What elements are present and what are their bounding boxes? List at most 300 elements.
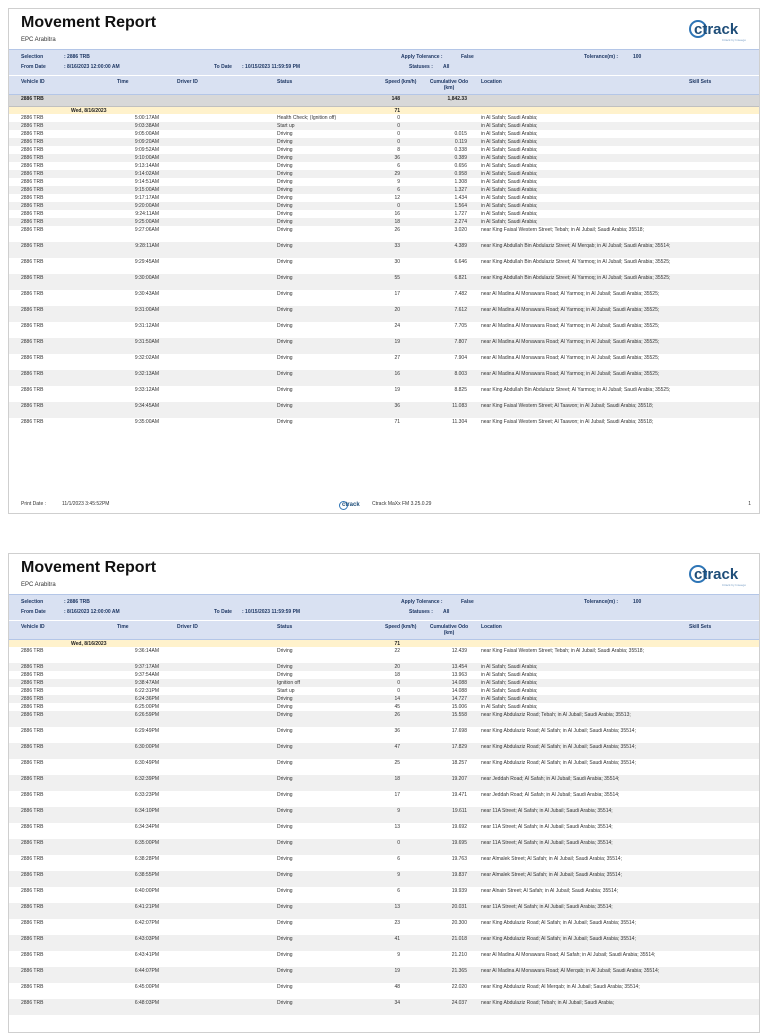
status-cell: Driving xyxy=(277,163,293,169)
odo-cell: 7.904 xyxy=(454,355,467,361)
col-driver-id: Driver ID xyxy=(177,624,198,630)
status-cell: Driving xyxy=(277,904,293,910)
statuses-label: Statuses : xyxy=(409,609,433,615)
time-cell: 9:15:00AM xyxy=(134,187,159,193)
speed-cell: 16 xyxy=(394,371,400,377)
speed-cell: 27 xyxy=(394,355,400,361)
location-cell: in Al Safah; Saudi Arabia; xyxy=(481,123,538,129)
time-cell: 9:30:43AM xyxy=(134,291,159,297)
odo-cell: 0.958 xyxy=(454,171,467,177)
location-cell: in Al Safah; Saudi Arabia; xyxy=(481,195,538,201)
time-cell: 6:26:59PM xyxy=(134,712,159,718)
time-cell: 9:30:00AM xyxy=(134,275,159,281)
apply-tolerance-label: Apply Tolerance : xyxy=(401,599,443,605)
col-cumulative-odo: Cumulative Odo (km) xyxy=(429,79,469,91)
vehicle-id-cell: 2886 TRB xyxy=(21,696,44,702)
date-group-speed: 71 xyxy=(394,641,400,647)
status-cell: Driving xyxy=(277,187,293,193)
odo-cell: 19.695 xyxy=(451,840,467,846)
page-footer: Print Date : 11/1/2023 3:45:52PM ctrack Ctrack MaXx FM 3.25.0.29 1 xyxy=(21,501,751,508)
table-row xyxy=(9,114,759,122)
odo-cell: 14.727 xyxy=(451,696,467,702)
column-headers xyxy=(9,620,759,640)
speed-cell: 18 xyxy=(394,776,400,782)
status-cell: Driving xyxy=(277,936,293,942)
vehicle-id-cell: 2886 TRB xyxy=(21,219,44,225)
vehicle-id-cell: 2886 TRB xyxy=(21,291,44,297)
table-row xyxy=(9,146,759,154)
product-version: Ctrack MaXx FM 3.25.0.29 xyxy=(372,501,432,507)
vehicle-id-cell: 2886 TRB xyxy=(21,371,44,377)
odo-cell: 0.338 xyxy=(454,147,467,153)
speed-cell: 6 xyxy=(397,163,400,169)
odo-cell: 7.612 xyxy=(454,307,467,313)
time-cell: 9:24:11AM xyxy=(135,211,159,217)
vehicle-id-cell: 2886 TRB xyxy=(21,139,44,145)
status-cell: Driving xyxy=(277,672,293,678)
location-cell: near Al Madina Al Monawara Road; Al Merqab; in Al Jubail; Saudi Arabia; 35514; xyxy=(481,968,660,974)
status-cell: Driving xyxy=(277,920,293,926)
tolerance-label: Tolerance(m) : xyxy=(584,54,619,60)
speed-cell: 19 xyxy=(394,339,400,345)
table-row xyxy=(9,386,759,402)
speed-cell: 48 xyxy=(394,984,400,990)
speed-cell: 41 xyxy=(394,936,400,942)
odo-cell: 11.304 xyxy=(452,419,467,425)
location-cell: near King Abdullah Bin Abdulaziz Street; Al Yarmoq; in Al Jubail; Saudi Arabia; 35525; xyxy=(481,275,671,281)
speed-cell: 24 xyxy=(394,323,400,329)
table-row xyxy=(9,210,759,218)
report-parameters xyxy=(9,49,759,75)
col-status: Status xyxy=(277,79,293,85)
time-cell: 6:33:23PM xyxy=(134,792,159,798)
speed-cell: 30 xyxy=(394,259,400,265)
status-cell: Driving xyxy=(277,840,293,846)
odo-cell: 15.558 xyxy=(451,712,467,718)
status-cell: Driving xyxy=(277,155,293,161)
report-header xyxy=(9,9,759,49)
location-cell: near King Abdulaziz Road; Al Safah; in Al Jubail; Saudi Arabia; 35514; xyxy=(481,920,636,926)
time-cell: 9:13:14AM xyxy=(134,163,159,169)
odo-cell: 8.825 xyxy=(454,387,467,393)
status-cell: Driving xyxy=(277,403,293,409)
odo-cell: 3.020 xyxy=(454,227,467,233)
speed-cell: 36 xyxy=(394,155,400,161)
vehicle-id-cell: 2886 TRB xyxy=(21,1000,44,1006)
status-cell: Driving xyxy=(277,808,293,814)
vehicle-id-cell: 2886 TRB xyxy=(21,339,44,345)
from-date-label: From Date xyxy=(21,64,46,70)
location-cell: near 11A Street; Al Safah; in Al Jubail; Saudi Arabia; 35514; xyxy=(481,824,613,830)
table-row xyxy=(9,242,759,258)
vehicle-id-cell: 2886 TRB xyxy=(21,387,44,393)
speed-cell: 0 xyxy=(397,688,400,694)
location-cell: near King Abdulaziz Road; Tebah; in Al Jubail; Saudi Arabia; xyxy=(481,1000,615,1006)
vehicle-id-cell: 2886 TRB xyxy=(21,187,44,193)
odo-cell: 12.439 xyxy=(451,648,467,654)
table-row xyxy=(9,983,759,999)
odo-cell: 19.692 xyxy=(451,824,467,830)
status-cell: Driving xyxy=(277,419,293,425)
status-cell: Driving xyxy=(277,147,293,153)
table-row xyxy=(9,903,759,919)
speed-cell: 0 xyxy=(397,131,400,137)
status-cell: Driving xyxy=(277,696,293,702)
col-skill-sets: Skill Sets xyxy=(689,79,712,85)
table-row xyxy=(9,727,759,743)
location-cell: near King Abdulaziz Road; Al Merqab; in Al Jubail; Saudi Arabia; 35514; xyxy=(481,984,640,990)
speed-cell: 25 xyxy=(394,760,400,766)
table-row xyxy=(9,218,759,226)
report-title: Movement Report xyxy=(21,559,157,576)
odo-cell: 19.837 xyxy=(451,872,467,878)
from-date-label: From Date xyxy=(21,609,46,615)
report-title: Movement Report xyxy=(21,14,157,31)
location-cell: near 11A Street; Al Safah; in Al Jubail; Saudi Arabia; 35514; xyxy=(481,840,613,846)
status-cell: Driving xyxy=(277,648,293,654)
status-cell: Driving xyxy=(277,704,293,710)
tolerance-label: Tolerance(m) : xyxy=(584,599,619,605)
location-cell: in Al Safah; Saudi Arabia; xyxy=(481,704,538,710)
time-cell: 9:33:12AM xyxy=(134,387,159,393)
odo-cell: 6.646 xyxy=(454,259,467,265)
vehicle-id-cell: 2886 TRB xyxy=(21,664,44,670)
time-cell: 9:37:17AM xyxy=(134,664,159,670)
speed-cell: 18 xyxy=(394,219,400,225)
speed-cell: 55 xyxy=(394,275,400,281)
vehicle-id-cell: 2886 TRB xyxy=(21,792,44,798)
table-row xyxy=(9,791,759,807)
time-cell: 9:27:06AM xyxy=(134,227,159,233)
status-cell: Driving xyxy=(277,179,293,185)
col-vehicle-id: Vehicle ID xyxy=(21,79,45,85)
vehicle-id-cell: 2886 TRB xyxy=(21,147,44,153)
speed-cell: 36 xyxy=(394,403,400,409)
vehicle-id-cell: 2886 TRB xyxy=(21,680,44,686)
speed-cell: 23 xyxy=(394,920,400,926)
table-row xyxy=(9,743,759,759)
location-cell: in Al Safah; Saudi Arabia; xyxy=(481,696,538,702)
table-row xyxy=(9,679,759,687)
status-cell: Driving xyxy=(277,872,293,878)
statuses-label: Statuses : xyxy=(409,64,433,70)
table-row xyxy=(9,647,759,663)
table-row xyxy=(9,418,759,434)
table-row xyxy=(9,711,759,727)
table-row xyxy=(9,663,759,671)
vehicle-id-cell: 2886 TRB xyxy=(21,688,44,694)
table-row xyxy=(9,186,759,194)
odo-cell: 1.308 xyxy=(454,179,467,185)
speed-cell: 0 xyxy=(397,840,400,846)
odo-cell: 19.207 xyxy=(451,776,467,782)
speed-cell: 22 xyxy=(394,648,400,654)
status-cell: Driving xyxy=(277,952,293,958)
location-cell: in Al Safah; Saudi Arabia; xyxy=(481,163,538,169)
time-cell: 9:34:45AM xyxy=(134,403,159,409)
table-row xyxy=(9,170,759,178)
odo-cell: 7.807 xyxy=(454,339,467,345)
time-cell: 6:43:41PM xyxy=(134,952,159,958)
vehicle-id-cell: 2886 TRB xyxy=(21,744,44,750)
time-cell: 9:17:17AM xyxy=(134,195,159,201)
speed-cell: 6 xyxy=(397,187,400,193)
odo-cell: 1.727 xyxy=(454,211,467,217)
table-row xyxy=(9,807,759,823)
time-cell: 6:45:00PM xyxy=(134,984,159,990)
status-cell: Driving xyxy=(277,1000,293,1006)
ctrack-logo-icon: ctrack Ctrack by Inseego xyxy=(689,19,747,41)
time-cell: 9:09:52AM xyxy=(134,147,159,153)
time-cell: 9:10:00AM xyxy=(134,155,159,161)
status-cell: Driving xyxy=(277,355,293,361)
summary-odo: 1,842.33 xyxy=(447,96,467,102)
col-cumulative-odo: Cumulative Odo (km) xyxy=(429,624,469,636)
table-row xyxy=(9,194,759,202)
table-row xyxy=(9,967,759,983)
time-cell: 6:22:31PM xyxy=(134,688,159,694)
summary-speed: 148 xyxy=(391,96,400,102)
time-cell: 6:40:00PM xyxy=(134,888,159,894)
date-group-row xyxy=(9,640,759,647)
table-row xyxy=(9,322,759,338)
odo-cell: 19.939 xyxy=(451,888,467,894)
movement-table-body xyxy=(9,114,759,434)
time-cell: 9:32:02AM xyxy=(134,355,159,361)
vehicle-id-cell: 2886 TRB xyxy=(21,840,44,846)
vehicle-id-cell: 2886 TRB xyxy=(21,872,44,878)
vehicle-id-cell: 2886 TRB xyxy=(21,275,44,281)
speed-cell: 19 xyxy=(394,968,400,974)
odo-cell: 18.257 xyxy=(451,760,467,766)
status-cell: Driving xyxy=(277,323,293,329)
speed-cell: 0 xyxy=(397,115,400,121)
apply-tolerance-value: False xyxy=(461,599,474,605)
location-cell: near Almalek Street; Al Safah; in Al Jubail; Saudi Arabia; 35514; xyxy=(481,856,622,862)
vehicle-id-cell: 2886 TRB xyxy=(21,323,44,329)
table-row xyxy=(9,887,759,903)
location-cell: near King Abdullah Bin Abdulaziz Street; Al Yarmoq; in Al Jubail; Saudi Arabia; 35525; xyxy=(481,387,671,393)
col-location: Location xyxy=(481,79,502,85)
status-cell: Driving xyxy=(277,139,293,145)
col-speed: Speed (km/h) xyxy=(385,624,417,630)
odo-cell: 22.020 xyxy=(451,984,467,990)
time-cell: 9:14:51AM xyxy=(134,179,159,185)
apply-tolerance-value: False xyxy=(461,54,474,60)
report-parameters xyxy=(9,594,759,620)
table-row xyxy=(9,402,759,418)
time-cell: 9:09:20AM xyxy=(134,139,159,145)
table-row xyxy=(9,130,759,138)
status-cell: Driving xyxy=(277,307,293,313)
time-cell: 6:24:36PM xyxy=(134,696,159,702)
odo-cell: 1.434 xyxy=(454,195,467,201)
date-group-row xyxy=(9,107,759,114)
time-cell: 9:14:02AM xyxy=(134,171,159,177)
statuses-value: All xyxy=(443,609,450,615)
time-cell: 9:20:00AM xyxy=(134,203,159,209)
vehicle-id-cell: 2886 TRB xyxy=(21,968,44,974)
speed-cell: 9 xyxy=(397,179,400,185)
odo-cell: 20.300 xyxy=(451,920,467,926)
vehicle-id-cell: 2886 TRB xyxy=(21,179,44,185)
speed-cell: 6 xyxy=(397,888,400,894)
status-cell: Start up xyxy=(277,688,295,694)
location-cell: near Al Madina Al Monawara Road; Al Yarmoq; in Al Jubail; Saudi Arabia; 35525; xyxy=(481,355,660,361)
speed-cell: 26 xyxy=(394,227,400,233)
status-cell: Driving xyxy=(277,712,293,718)
location-cell: near Almalek Street; Al Safah; in Al Jubail; Saudi Arabia; 35514; xyxy=(481,872,622,878)
tolerance-value: 100 xyxy=(633,599,642,605)
apply-tolerance-label: Apply Tolerance : xyxy=(401,54,443,60)
status-cell: Driving xyxy=(277,371,293,377)
speed-cell: 0 xyxy=(397,203,400,209)
status-cell: Driving xyxy=(277,728,293,734)
vehicle-id-cell: 2886 TRB xyxy=(21,155,44,161)
location-cell: near King Faisal Western Street; Tebah; in Al Jubail; Saudi Arabia; 35518; xyxy=(481,648,644,654)
company-name: EPC Arabitra xyxy=(21,582,56,588)
odo-cell: 11.083 xyxy=(452,403,467,409)
odo-cell: 4.389 xyxy=(454,243,467,249)
vehicle-id-cell: 2886 TRB xyxy=(21,904,44,910)
vehicle-id-cell: 2886 TRB xyxy=(21,728,44,734)
vehicle-id-cell: 2886 TRB xyxy=(21,760,44,766)
time-cell: 9:03:38AM xyxy=(134,123,159,129)
table-row xyxy=(9,839,759,855)
time-cell: 9:38:47AM xyxy=(134,680,159,686)
odo-cell: 19.471 xyxy=(451,792,467,798)
status-cell: Driving xyxy=(277,387,293,393)
status-cell: Driving xyxy=(277,776,293,782)
vehicle-id-cell: 2886 TRB xyxy=(21,203,44,209)
odo-cell: 0.656 xyxy=(454,163,467,169)
location-cell: near King Faisal Western Street; Al Taawon; in Al Jubail; Saudi Arabia; 35518; xyxy=(481,419,654,425)
location-cell: in Al Safah; Saudi Arabia; xyxy=(481,688,538,694)
time-cell: 6:34:34PM xyxy=(134,824,159,830)
time-cell: 6:30:49PM xyxy=(134,760,159,766)
status-cell: Driving xyxy=(277,243,293,249)
table-row xyxy=(9,290,759,306)
location-cell: near Jeddah Road; Al Safah; in Al Jubail; Saudi Arabia; 35514; xyxy=(481,776,620,782)
location-cell: in Al Safah; Saudi Arabia; xyxy=(481,211,538,217)
vehicle-id-cell: 2886 TRB xyxy=(21,307,44,313)
odo-cell: 6.821 xyxy=(454,275,467,281)
speed-cell: 0 xyxy=(397,123,400,129)
odo-cell: 0.119 xyxy=(454,139,467,145)
col-vehicle-id: Vehicle ID xyxy=(21,624,45,630)
speed-cell: 13 xyxy=(394,904,400,910)
time-cell: 6:38:28PM xyxy=(134,856,159,862)
speed-cell: 6 xyxy=(397,856,400,862)
speed-cell: 8 xyxy=(397,147,400,153)
time-cell: 9:05:00AM xyxy=(134,131,159,137)
selection-value: : 2886 TRB xyxy=(64,599,90,605)
time-cell: 6:35:00PM xyxy=(134,840,159,846)
status-cell: Ignition off xyxy=(277,680,300,686)
status-cell: Driving xyxy=(277,792,293,798)
status-cell: Driving xyxy=(277,824,293,830)
status-cell: Driving xyxy=(277,968,293,974)
status-cell: Driving xyxy=(277,984,293,990)
vehicle-id-cell: 2886 TRB xyxy=(21,672,44,678)
table-row xyxy=(9,775,759,791)
col-driver-id: Driver ID xyxy=(177,79,198,85)
print-date-label: Print Date : xyxy=(21,501,47,507)
from-date-value: : 8/16/2023 12:00:00 AM xyxy=(64,609,120,615)
print-date-value: 11/1/2023 3:45:52PM xyxy=(62,501,110,507)
vehicle-id-cell: 2886 TRB xyxy=(21,227,44,233)
status-cell: Start up xyxy=(277,123,295,129)
report-page-2 xyxy=(8,553,760,1033)
odo-cell: 14.088 xyxy=(451,680,467,686)
location-cell: near King Faisal Western Street; Al Taawon; in Al Jubail; Saudi Arabia; 35518; xyxy=(481,403,654,409)
company-name: EPC Arabitra xyxy=(21,37,56,43)
to-date-value: : 10/15/2023 11:59:59 PM xyxy=(242,609,301,615)
status-cell: Driving xyxy=(277,131,293,137)
to-date-label: To Date xyxy=(214,64,232,70)
vehicle-id-cell: 2886 TRB xyxy=(21,355,44,361)
location-cell: near Al Madina Al Monawara Road; Al Safah; in Al Jubail; Saudi Arabia; 35514; xyxy=(481,952,656,958)
speed-cell: 9 xyxy=(397,952,400,958)
selection-label: Selection xyxy=(21,599,44,605)
time-cell: 6:48:03PM xyxy=(134,1000,159,1006)
location-cell: near Al Madina Al Monawara Road; Al Yarmoq; in Al Jubail; Saudi Arabia; 35525; xyxy=(481,339,660,345)
odo-cell: 7.482 xyxy=(454,291,467,297)
table-row xyxy=(9,823,759,839)
status-cell: Driving xyxy=(277,664,293,670)
table-row xyxy=(9,202,759,210)
col-time: Time xyxy=(117,624,129,630)
to-date-value: : 10/15/2023 11:59:59 PM xyxy=(242,64,301,70)
status-cell: Driving xyxy=(277,203,293,209)
speed-cell: 18 xyxy=(394,672,400,678)
status-cell: Driving xyxy=(277,744,293,750)
table-row xyxy=(9,370,759,386)
location-cell: in Al Safah; Saudi Arabia; xyxy=(481,672,538,678)
time-cell: 5:00:17AM xyxy=(134,115,159,121)
speed-cell: 0 xyxy=(397,139,400,145)
location-cell: in Al Safah; Saudi Arabia; xyxy=(481,131,538,137)
odo-cell: 2.274 xyxy=(454,219,467,225)
table-row xyxy=(9,258,759,274)
vehicle-id-cell: 2886 TRB xyxy=(21,888,44,894)
date-group-label: Wed, 8/16/2023 xyxy=(71,108,107,114)
speed-cell: 26 xyxy=(394,712,400,718)
location-cell: in Al Safah; Saudi Arabia; xyxy=(481,680,538,686)
speed-cell: 19 xyxy=(394,387,400,393)
vehicle-id-cell: 2886 TRB xyxy=(21,808,44,814)
table-row xyxy=(9,703,759,711)
time-cell: 9:31:12AM xyxy=(134,323,159,329)
vehicle-id-cell: 2886 TRB xyxy=(21,259,44,265)
location-cell: near Alnain Street; Al Safah; in Al Jubail; Saudi Arabia; 35514; xyxy=(481,888,619,894)
odo-cell: 21.365 xyxy=(451,968,467,974)
time-cell: 6:29:49PM xyxy=(134,728,159,734)
vehicle-id-cell: 2886 TRB xyxy=(21,984,44,990)
time-cell: 6:32:39PM xyxy=(134,776,159,782)
status-cell: Driving xyxy=(277,275,293,281)
location-cell: near King Abdulaziz Road; Tebah; in Al Jubail; Saudi Arabia; 35513; xyxy=(481,712,631,718)
table-row xyxy=(9,919,759,935)
vehicle-id-cell: 2886 TRB xyxy=(21,920,44,926)
location-cell: near 11A Street; Al Safah; in Al Jubail; Saudi Arabia; 35514; xyxy=(481,808,613,814)
location-cell: near Al Madina Al Monawara Road; Al Yarmoq; in Al Jubail; Saudi Arabia; 35525; xyxy=(481,323,660,329)
time-cell: 6:42:07PM xyxy=(134,920,159,926)
location-cell: near King Abdulaziz Road; Al Safah; in Al Jubail; Saudi Arabia; 35514; xyxy=(481,936,636,942)
location-cell: near King Abdulaziz Road; Al Safah; in Al Jubail; Saudi Arabia; 35514; xyxy=(481,744,636,750)
time-cell: 9:28:11AM xyxy=(135,243,159,249)
vehicle-id-cell: 2886 TRB xyxy=(21,856,44,862)
